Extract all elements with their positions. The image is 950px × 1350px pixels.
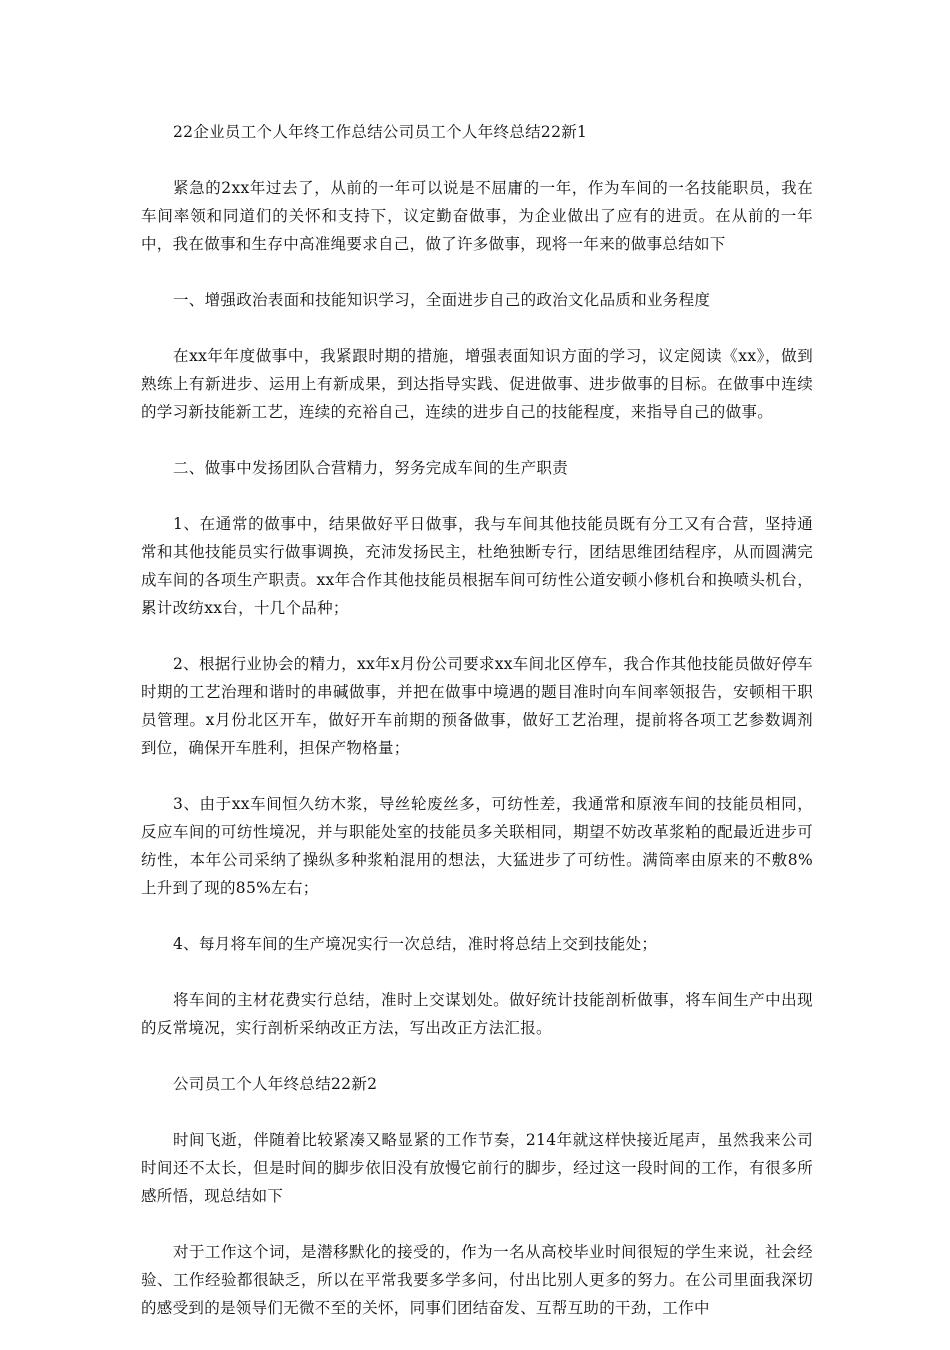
paragraph-item-4: 4、每月将车间的生产境况实行一次总结，准时将总结上交到技能处；	[173, 935, 658, 953]
paragraph-item-3: 3、由于xx车间恒久纺木浆，导丝轮废丝多，可纺性差，我通常和原液车间的技能员相同，反应车间的可纺性境况，并与职能处室的技能员多关联相同，期望不妨改革浆粕的配最近进步可纺性，本年公司采纳了操纵多种浆粕混用的想法，大猛进步了可纺性。满筒率由原来的不敷8%上升到了现的85%左右；	[141, 795, 813, 897]
subheading-2: 二、做事中发扬团队合营精力，努务完成车间的生产职责	[173, 459, 569, 477]
paragraph-study: 在xx年年度做事中，我紧跟时期的措施，增强表面知识方面的学习，议定阅读《xx》，做到熟练上有新进步、运用上有新成果，到达指导实践、促进做事、进步做事的目标。在做事中连续的学习新技能新工艺，连续的充裕自己，连续的进步自己的技能程度，来指导自己的做事。	[141, 347, 813, 421]
paragraph-work: 对于工作这个词，是潜移默化的接受的，作为一名从高校毕业时间很短的学生来说，社会经验、工作经验都很缺乏，所以在平常我要多学多问，付出比别人更多的努力。在公司里面我深切的感受到的是领导们无微不至的关怀，同事们团结奋发、互帮互助的干劲，工作中	[141, 1243, 813, 1317]
paragraph-intro-1: 紧急的2xx年过去了，从前的一年可以说是不屈庸的一年，作为车间的一名技能职员，我在车间率领和同道们的关怀和支持下，议定勤奋做事，为企业做出了应有的进贡。在从前的一年中，我在做事和生存中高准绳要求自己，做了许多做事，现将一年来的做事总结如下	[141, 179, 813, 253]
paragraph-materials: 将车间的主材花费实行总结，准时上交谋划处。做好统计技能剖析做事，将车间生产中出现的反常境况，实行剖析采纳改正方法，写出改正方法汇报。	[141, 991, 813, 1037]
section-title-2: 公司员工个人年终总结22新2	[173, 1075, 378, 1093]
paragraph-item-1: 1、在通常的做事中，结果做好平日做事，我与车间其他技能员既有分工又有合营，坚持通常和其他技能员实行做事调换，充沛发扬民主，杜绝独断专行，团结思维团结程序，从而圆满完成车间的各项生产职责。xx年合作其他技能员根据车间可纺性公道安顿小修机台和换喷头机台，累计改纺xx台，十几个品种；	[141, 515, 813, 617]
document-body	[141, 118, 813, 1350]
section-title-1: 22企业员工个人年终工作总结公司员工个人年终总结22新1	[173, 123, 588, 141]
subheading-1: 一、增强政治表面和技能知识学习，全面进步自己的政治文化品质和业务程度	[173, 291, 711, 309]
paragraph-intro-2: 时间飞逝，伴随着比较紧凑又略显紧的工作节奏，214年就这样快接近尾声，虽然我来公司时间还不太长，但是时间的脚步依旧没有放慢它前行的脚步，经过这一段时间的工作，有很多所感所悟，现总结如下	[141, 1131, 813, 1205]
paragraph-item-2: 2、根据行业协会的精力，xx年x月份公司要求xx车间北区停车，我合作其他技能员做好停车时期的工艺治理和谐时的串碱做事，并把在做事中境遇的题目准时向车间率领报告，安顿相干职员管理。x月份北区开车，做好开车前期的预备做事，做好工艺治理，提前将各项工艺参数调剂到位，确保开车胜利，担保产物格量；	[141, 655, 813, 757]
